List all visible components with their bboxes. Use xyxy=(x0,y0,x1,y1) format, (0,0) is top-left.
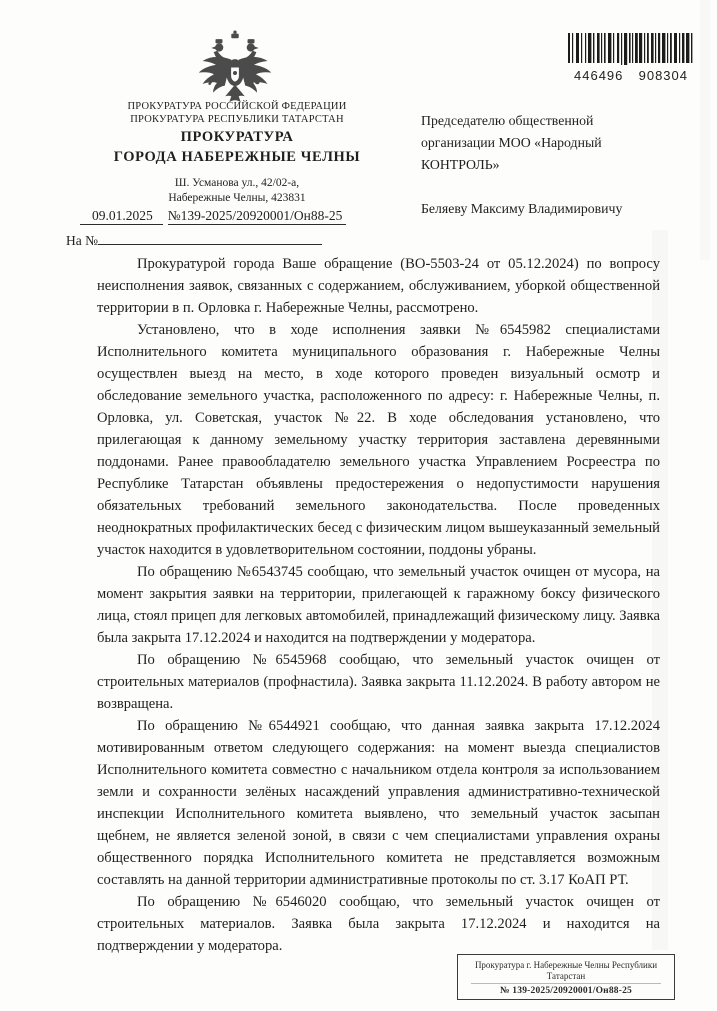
body-paragraph: По обращению №6545968 сообщаю, что земельный участок очищен от строительных материалов (профнастила). Заявка закрыта 11.12.2024. В работу автором не возвращена. xyxy=(97,652,660,712)
sender-letterhead xyxy=(88,100,386,205)
body-paragraph: Прокуратурой города Ваше обращение (ВО-5503-24 от 05.12.2024) по вопросу неисполнения заявок, связанных с содержанием, обслуживанием, уборкой общественной территории в п. Орловка г. Набережные Челны, рассмотрено. xyxy=(97,256,660,316)
body-paragraph: По обращению №6546020 сообщаю, что земельный участок очищен от строительных материалов. Заявка была закрыта 17.12.2024 и находится на подтверждении у модератора. xyxy=(97,894,660,954)
scan-artifact-band xyxy=(700,0,710,260)
barcode-icon xyxy=(568,33,694,65)
letter-body xyxy=(97,253,660,957)
sender-address-line2: Набережные Челны, 423831 xyxy=(168,191,306,204)
stamp-org-line1: Прокуратура г. Набережные Челны Республики xyxy=(474,960,658,970)
registration-barcode xyxy=(568,33,694,83)
body-paragraph: По обращению №6543745 сообщаю, что земельный участок очищен от мусора, на момент закрытия заявки на территории, прилегающей к гаражному боксу физического лица, стоял прицеп для легковых автомобилей, принадлежащий физическому лицу. Заявка была закрыта 17.12.2024 и находится на подтверждении у модератора. xyxy=(97,564,660,646)
reply-to-blank-line xyxy=(98,231,322,245)
body-paragraph: По обращению №6544921 сообщаю, что данная заявка закрыта 17.12.2024 мотивированным ответом следующего содержания: на момент выезда специалистов Исполнительного комитета совместно с начальником отдела контроля за использованием земли и сохранности зелёных насаждений управления административно-технической инспекции Исполнительного комитета выявлено, что земельный участок засыпан щебнем, не является зеленой зоной, в связи с чем специалистами управления охраны общественного порядка Исполнительного комитета не представляется возможным составлять на данной территории административные протоколы по ст. 3.17 КоАП РТ. xyxy=(97,718,660,888)
barcode-number-left: 446496 xyxy=(574,68,624,83)
recipient-name: Беляеву Максиму Владимировичу xyxy=(421,201,623,216)
recipient-title-line2: организации МОО «Народный xyxy=(421,135,602,150)
sender-federation-line: ПРОКУРАТУРА РОССИЙСКОЙ ФЕДЕРАЦИИ xyxy=(127,101,347,112)
outgoing-date: 09.01.2025 xyxy=(80,208,163,225)
stamp-number: № 139-2025/20920001/Он88-25 xyxy=(499,986,633,996)
sender-org-name-line1: ПРОКУРАТУРА xyxy=(180,129,294,146)
stamp-org-line2: Татарстан xyxy=(546,971,586,981)
reference-block xyxy=(66,208,396,249)
outgoing-number: №139-2025/20920001/Он88-25 xyxy=(168,208,347,225)
recipient-title-line1: Председателю общественной xyxy=(421,113,594,128)
russia-coat-of-arms-icon xyxy=(188,28,282,106)
stamp-divider xyxy=(471,983,661,984)
body-paragraph: Установлено, что в ходе исполнения заявки №6545982 специалистами Исполнительного комитета муниципального образования г. Набережные Челны осуществлен выезд на место, в ходе которого проведен визуальный осмотр и обследование земельного участка, расположенного по адресу: г. Набережные Челны, п. Орловка, ул. Советская, участок №22. В ходе обследования установлено, что прилегающая к данному земельному участку территория заставлена деревянными поддонами. Ранее правообладателю земельного участка Управлением Росреестра по Республике Татарстан объявлены предостережения о недопустимости нарушения обязательных требований земельного законодательства. После проведенных неоднократных профилактических бесед с физическим лицом вышеуказанный земельный участок находится в удовлетворительном состоянии, поддоны убраны. xyxy=(97,322,660,558)
sender-org-name-line2: ГОРОДА НАБЕРЕЖНЫЕ ЧЕЛНЫ xyxy=(113,149,361,166)
sender-address-line1: Ш. Усманова ул., 42/02-а, xyxy=(174,176,300,189)
barcode-number-right: 908304 xyxy=(638,68,688,83)
recipient-title-line3: КОНТРОЛЬ» xyxy=(421,157,500,172)
sender-republic-line: ПРОКУРАТУРА РЕСПУБЛИКИ ТАТАРСТАН xyxy=(130,114,344,126)
reply-to-label: На № xyxy=(66,233,98,248)
registration-stamp-box xyxy=(457,954,675,1000)
recipient-block xyxy=(421,110,691,220)
barcode-numbers xyxy=(568,68,694,83)
